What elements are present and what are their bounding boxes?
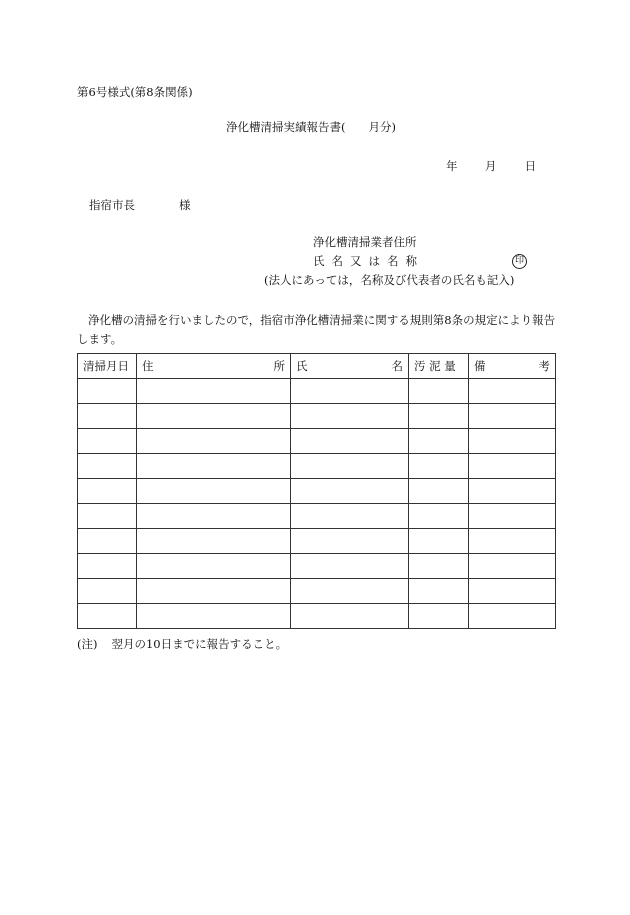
- cleaning-date-cell[interactable]: [78, 604, 137, 629]
- remarks-cell[interactable]: [469, 604, 556, 629]
- remarks-cell[interactable]: [469, 554, 556, 579]
- addressee-name: 指宿市長: [89, 198, 135, 212]
- cleaning-date-cell[interactable]: [78, 454, 137, 479]
- table-row: [78, 379, 556, 404]
- header-address: 住 所: [137, 354, 291, 379]
- remarks-cell[interactable]: [469, 529, 556, 554]
- header-remarks: 備 考: [469, 354, 556, 379]
- date-line: [446, 161, 536, 173]
- footnote-label: (注): [77, 637, 98, 651]
- name-cell[interactable]: [291, 504, 409, 529]
- date-year-label: 年: [446, 159, 458, 173]
- sludge-volume-cell[interactable]: [409, 579, 469, 604]
- addressee-honorific: 様: [179, 198, 191, 212]
- address-cell[interactable]: [137, 454, 291, 479]
- sludge-volume-cell[interactable]: [409, 604, 469, 629]
- document-title: 浄化槽清掃実績報告書( 月分): [226, 120, 396, 134]
- applicant-name-label: 氏名又は名称: [313, 254, 424, 268]
- address-cell[interactable]: [137, 504, 291, 529]
- name-cell[interactable]: [291, 379, 409, 404]
- remarks-cell[interactable]: [469, 379, 556, 404]
- footnote: [77, 639, 287, 651]
- address-cell[interactable]: [137, 429, 291, 454]
- table-row: [78, 429, 556, 454]
- name-cell[interactable]: [291, 579, 409, 604]
- cleaning-date-cell[interactable]: [78, 404, 137, 429]
- table-row: [78, 404, 556, 429]
- name-cell[interactable]: [291, 529, 409, 554]
- cleaning-date-cell[interactable]: [78, 504, 137, 529]
- body-text: 浄化槽の清掃を行いましたので，指宿市浄化槽清掃業に関する規則第8条の規定により報告します。: [77, 313, 556, 346]
- cleaning-date-cell[interactable]: [78, 379, 137, 404]
- table-header-row: [78, 354, 556, 379]
- form-number: 第6号様式(第8条関係): [77, 85, 193, 99]
- table-row: [78, 604, 556, 629]
- sludge-volume-cell[interactable]: [409, 479, 469, 504]
- header-name: 氏 名: [291, 354, 409, 379]
- remarks-cell[interactable]: [469, 504, 556, 529]
- table-body: [78, 379, 556, 629]
- sludge-volume-cell[interactable]: [409, 404, 469, 429]
- address-cell[interactable]: [137, 379, 291, 404]
- remarks-cell[interactable]: [469, 454, 556, 479]
- addressee: [89, 200, 191, 212]
- header-sludge-volume: 汚 泥 量: [409, 354, 469, 379]
- remarks-cell[interactable]: [469, 429, 556, 454]
- remarks-cell[interactable]: [469, 479, 556, 504]
- sludge-volume-cell[interactable]: [409, 554, 469, 579]
- sludge-volume-cell[interactable]: [409, 429, 469, 454]
- address-cell[interactable]: [137, 579, 291, 604]
- sludge-volume-cell[interactable]: [409, 504, 469, 529]
- cleaning-date-cell[interactable]: [78, 529, 137, 554]
- sludge-volume-cell[interactable]: [409, 379, 469, 404]
- cleaning-date-cell[interactable]: [78, 479, 137, 504]
- cleaning-date-cell[interactable]: [78, 429, 137, 454]
- table-row: [78, 554, 556, 579]
- footnote-text: 翌月の10日までに報告すること。: [111, 637, 288, 651]
- table-row: [78, 479, 556, 504]
- table-row: [78, 504, 556, 529]
- table-row: [78, 579, 556, 604]
- address-cell[interactable]: [137, 554, 291, 579]
- name-cell[interactable]: [291, 604, 409, 629]
- name-cell[interactable]: [291, 479, 409, 504]
- remarks-cell[interactable]: [469, 404, 556, 429]
- address-cell[interactable]: [137, 529, 291, 554]
- address-cell[interactable]: [137, 604, 291, 629]
- address-cell[interactable]: [137, 404, 291, 429]
- cleaning-date-cell[interactable]: [78, 554, 137, 579]
- cleaning-date-cell[interactable]: [78, 579, 137, 604]
- corporation-note: (法人にあっては，名称及び代表者の氏名も記入): [264, 273, 515, 287]
- table-row: [78, 529, 556, 554]
- table-row: [78, 454, 556, 479]
- address-cell[interactable]: [137, 479, 291, 504]
- remarks-cell[interactable]: [469, 579, 556, 604]
- sludge-volume-cell[interactable]: [409, 529, 469, 554]
- date-day-label: 日: [524, 159, 537, 173]
- report-table: [77, 353, 556, 629]
- seal-mark: 印: [512, 254, 527, 269]
- date-month-label: 月: [484, 159, 497, 173]
- name-cell[interactable]: [291, 554, 409, 579]
- name-cell[interactable]: [291, 454, 409, 479]
- sludge-volume-cell[interactable]: [409, 454, 469, 479]
- name-cell[interactable]: [291, 404, 409, 429]
- name-cell[interactable]: [291, 429, 409, 454]
- header-cleaning-date: 清掃月日: [78, 354, 137, 379]
- applicant-address-label: 浄化槽清掃業者住所: [313, 235, 417, 249]
